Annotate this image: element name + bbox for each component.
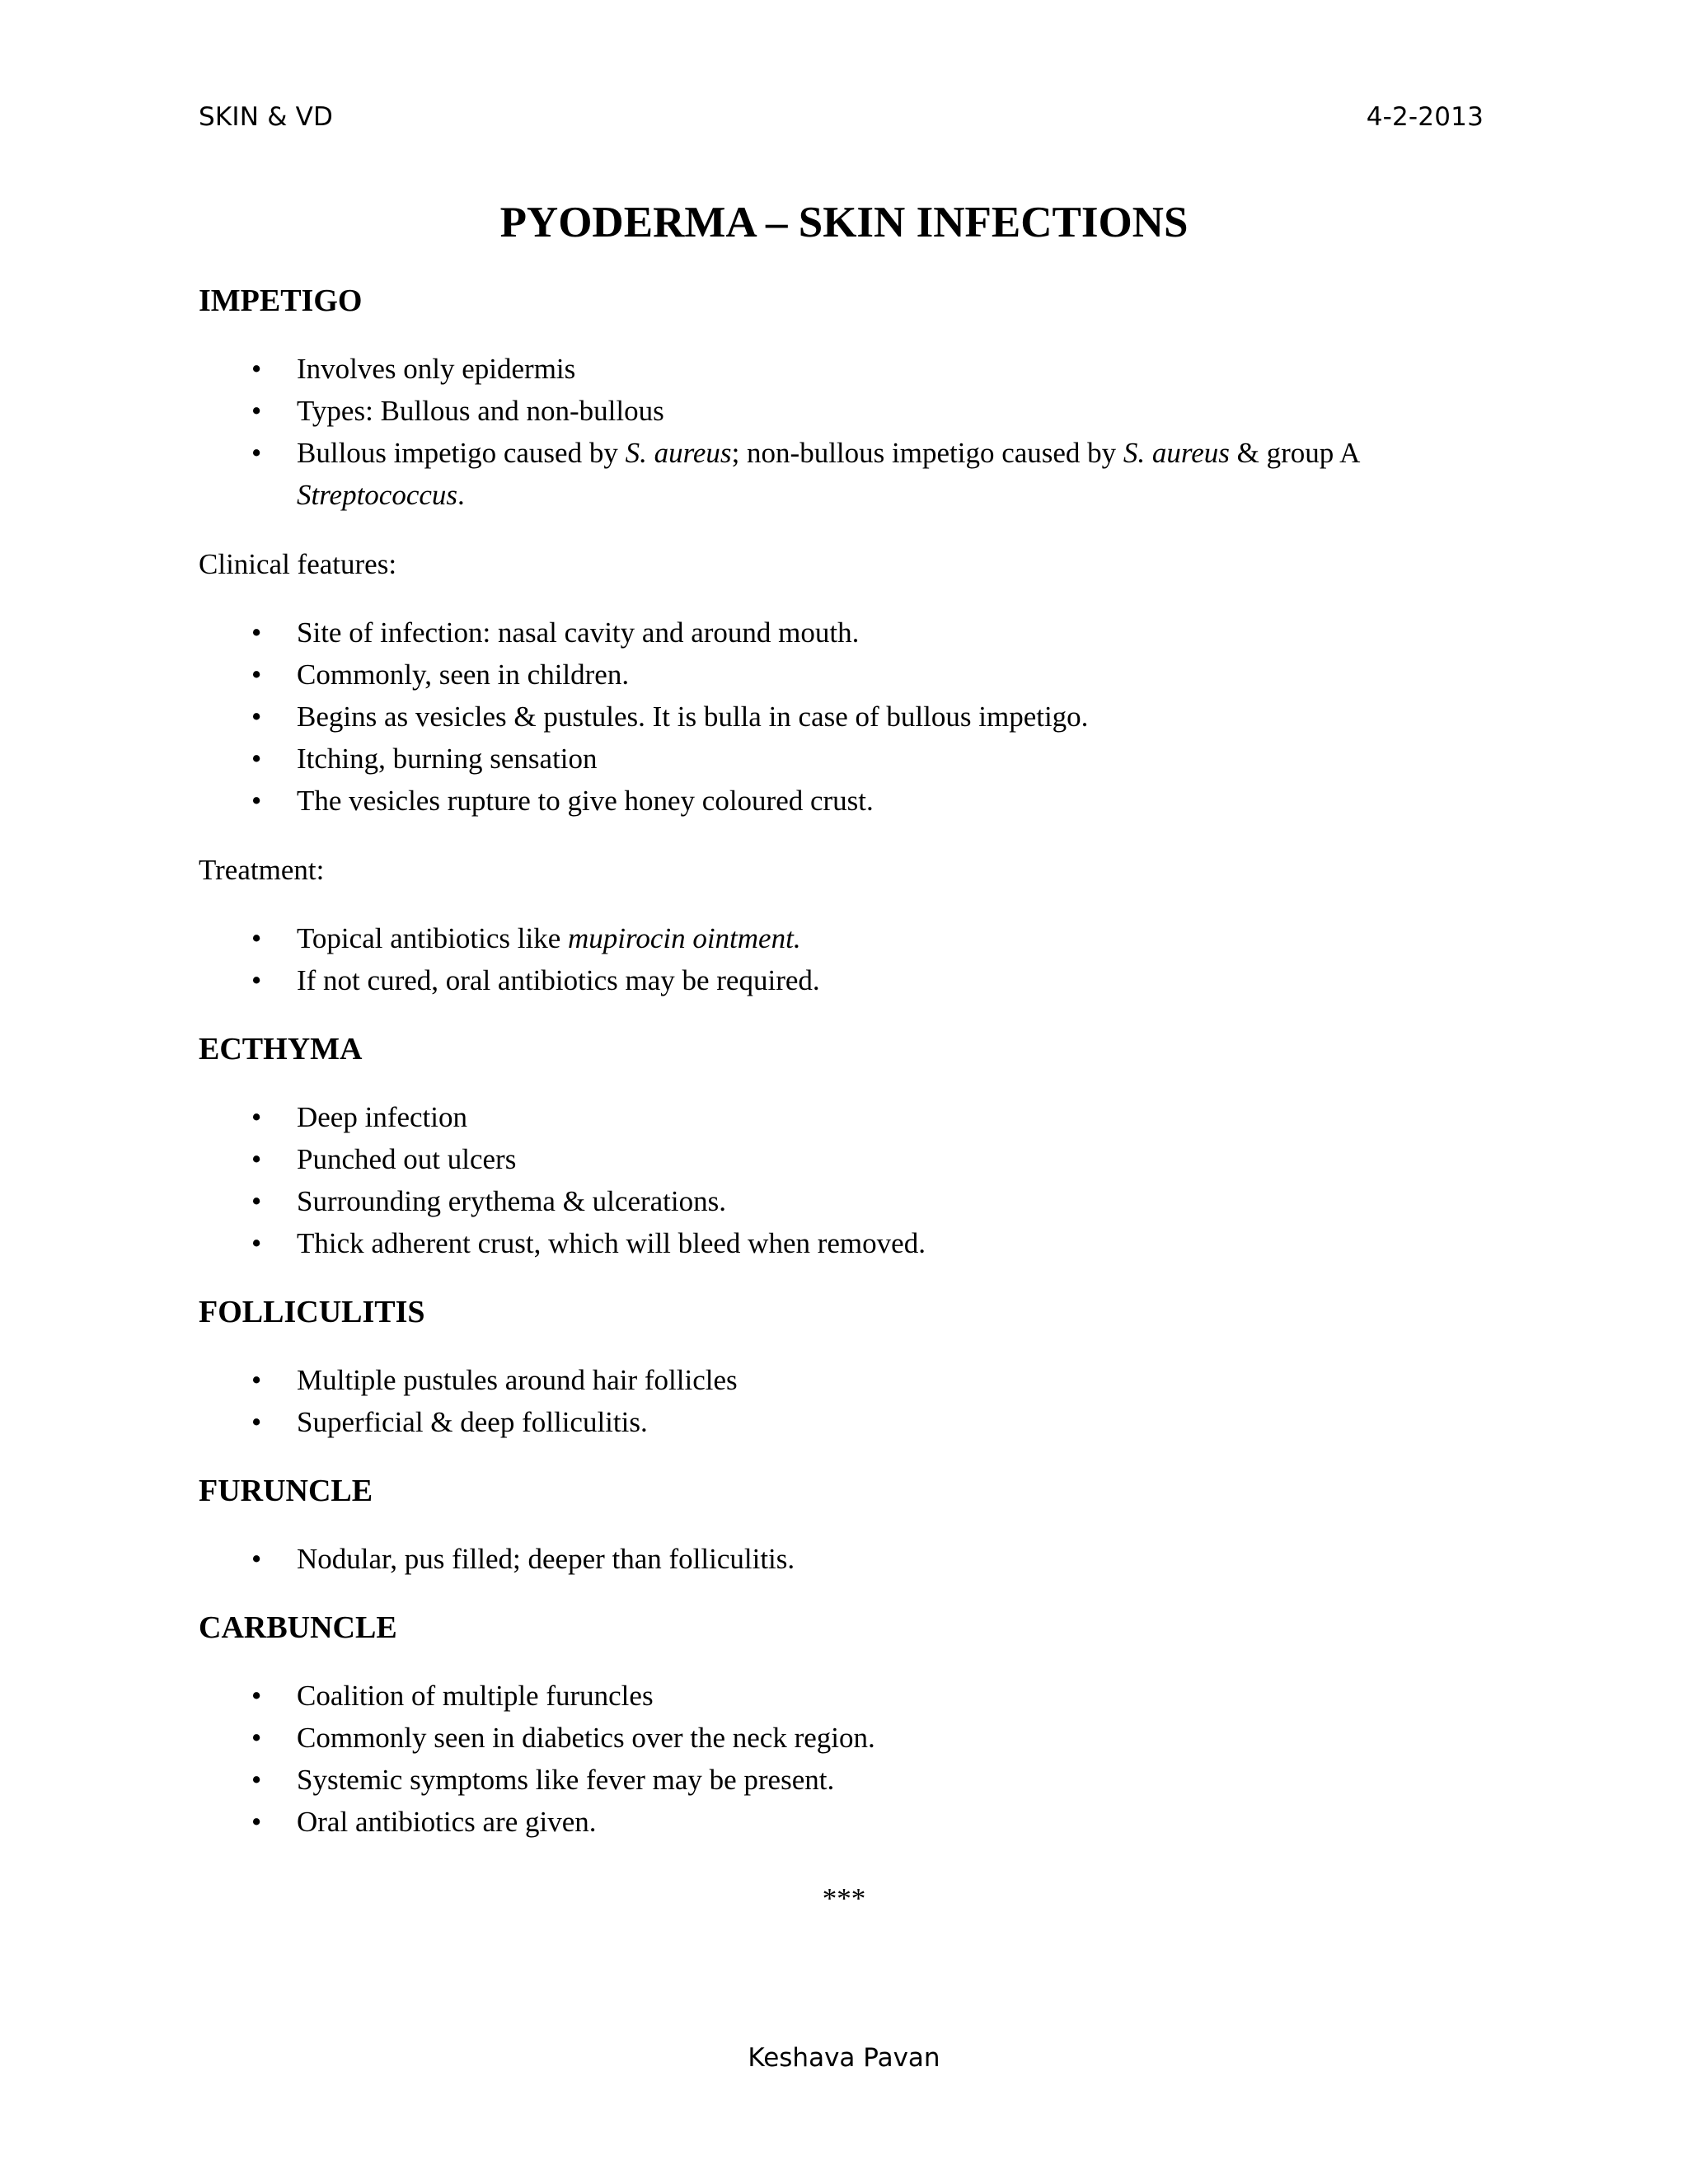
- bullet-icon: •: [251, 1680, 262, 1712]
- bullet-icon: •: [251, 1227, 262, 1259]
- header-course: SKIN & VD: [199, 102, 334, 132]
- bullet-icon: •: [251, 437, 262, 469]
- bullet-icon: •: [251, 743, 262, 775]
- list-item: • Systemic symptoms like fever may be present.: [199, 1759, 1484, 1801]
- section-heading-carbuncle: CARBUNCLE: [199, 1610, 397, 1645]
- footer-author: Keshava Pavan: [748, 2043, 940, 2073]
- header-date: 4-2-2013: [1366, 102, 1484, 132]
- bullet-icon: •: [251, 395, 262, 427]
- organism-name: S. aureus: [625, 437, 732, 469]
- bullet-icon: •: [251, 1101, 262, 1133]
- clinical-features-label: Clinical features:: [199, 548, 397, 580]
- list-item: • Multiple pustules around hair follicles: [199, 1359, 1484, 1401]
- folliculitis-list: [199, 1359, 1484, 1443]
- section-heading-folliculitis: FOLLICULITIS: [199, 1295, 425, 1329]
- ecthyma-list: [199, 1096, 1484, 1264]
- organism-name: S. aureus: [1123, 437, 1230, 469]
- treatment-list: [199, 917, 1484, 1001]
- document-body: [199, 280, 1484, 1870]
- bullet-icon: •: [251, 785, 262, 817]
- bullet-icon: •: [251, 1364, 262, 1396]
- bullet-icon: •: [251, 964, 262, 996]
- list-item: • Oral antibiotics are given.: [199, 1801, 1484, 1843]
- list-item: • Thick adherent crust, which will bleed when removed.: [199, 1222, 1484, 1264]
- carbuncle-list: [199, 1675, 1484, 1843]
- list-item: • Topical antibiotics like mupirocin ointment.: [199, 917, 1484, 959]
- list-item: • Punched out ulcers: [199, 1138, 1484, 1180]
- impetigo-list: [199, 348, 1484, 516]
- drug-name: mupirocin ointment.: [568, 922, 801, 954]
- bullet-icon: •: [251, 616, 262, 649]
- end-mark: ***: [822, 1882, 866, 1915]
- bullet-icon: •: [251, 658, 262, 691]
- list-item: • Involves only epidermis: [199, 348, 1484, 390]
- list-item: • Coalition of multiple furuncles: [199, 1675, 1484, 1717]
- furuncle-list: [199, 1538, 1484, 1580]
- bullet-icon: •: [251, 1406, 262, 1438]
- bullet-icon: •: [251, 353, 262, 385]
- document-title: PYODERMA – SKIN INFECTIONS: [499, 199, 1189, 246]
- treatment-label: Treatment:: [199, 854, 325, 886]
- list-item: • If not cured, oral antibiotics may be required.: [199, 959, 1484, 1001]
- bullet-icon: •: [251, 701, 262, 733]
- bullet-icon: •: [251, 1185, 262, 1217]
- bullet-icon: •: [251, 1143, 262, 1175]
- organism-name: Streptococcus: [297, 479, 458, 511]
- list-item: • Superficial & deep folliculitis.: [199, 1401, 1484, 1443]
- section-heading-ecthyma: ECTHYMA: [199, 1032, 363, 1066]
- section-heading-furuncle: FURUNCLE: [199, 1474, 373, 1508]
- bullet-icon: •: [251, 1764, 262, 1796]
- list-item: • Itching, burning sensation: [199, 738, 1484, 780]
- section-heading-impetigo: IMPETIGO: [199, 284, 363, 318]
- bullet-icon: •: [251, 1722, 262, 1754]
- list-item: • Commonly seen in diabetics over the neck region.: [199, 1717, 1484, 1759]
- list-item: • Bullous impetigo caused by S. aureus; non-bullous impetigo caused by S. aureus & group A Streptococcus.: [199, 432, 1484, 516]
- list-item: • Types: Bullous and non-bullous: [199, 390, 1484, 432]
- clinical-features-list: [199, 612, 1484, 822]
- list-item: • Surrounding erythema & ulcerations.: [199, 1180, 1484, 1222]
- list-item: • The vesicles rupture to give honey coloured crust.: [199, 780, 1484, 822]
- list-item: • Site of infection: nasal cavity and around mouth.: [199, 612, 1484, 654]
- list-item: • Commonly, seen in children.: [199, 654, 1484, 696]
- list-item: • Begins as vesicles & pustules. It is bulla in case of bullous impetigo.: [199, 696, 1484, 738]
- list-item: • Deep infection: [199, 1096, 1484, 1138]
- list-item: • Nodular, pus filled; deeper than folliculitis.: [199, 1538, 1484, 1580]
- bullet-icon: •: [251, 1543, 262, 1575]
- bullet-icon: •: [251, 922, 262, 954]
- bullet-icon: •: [251, 1806, 262, 1838]
